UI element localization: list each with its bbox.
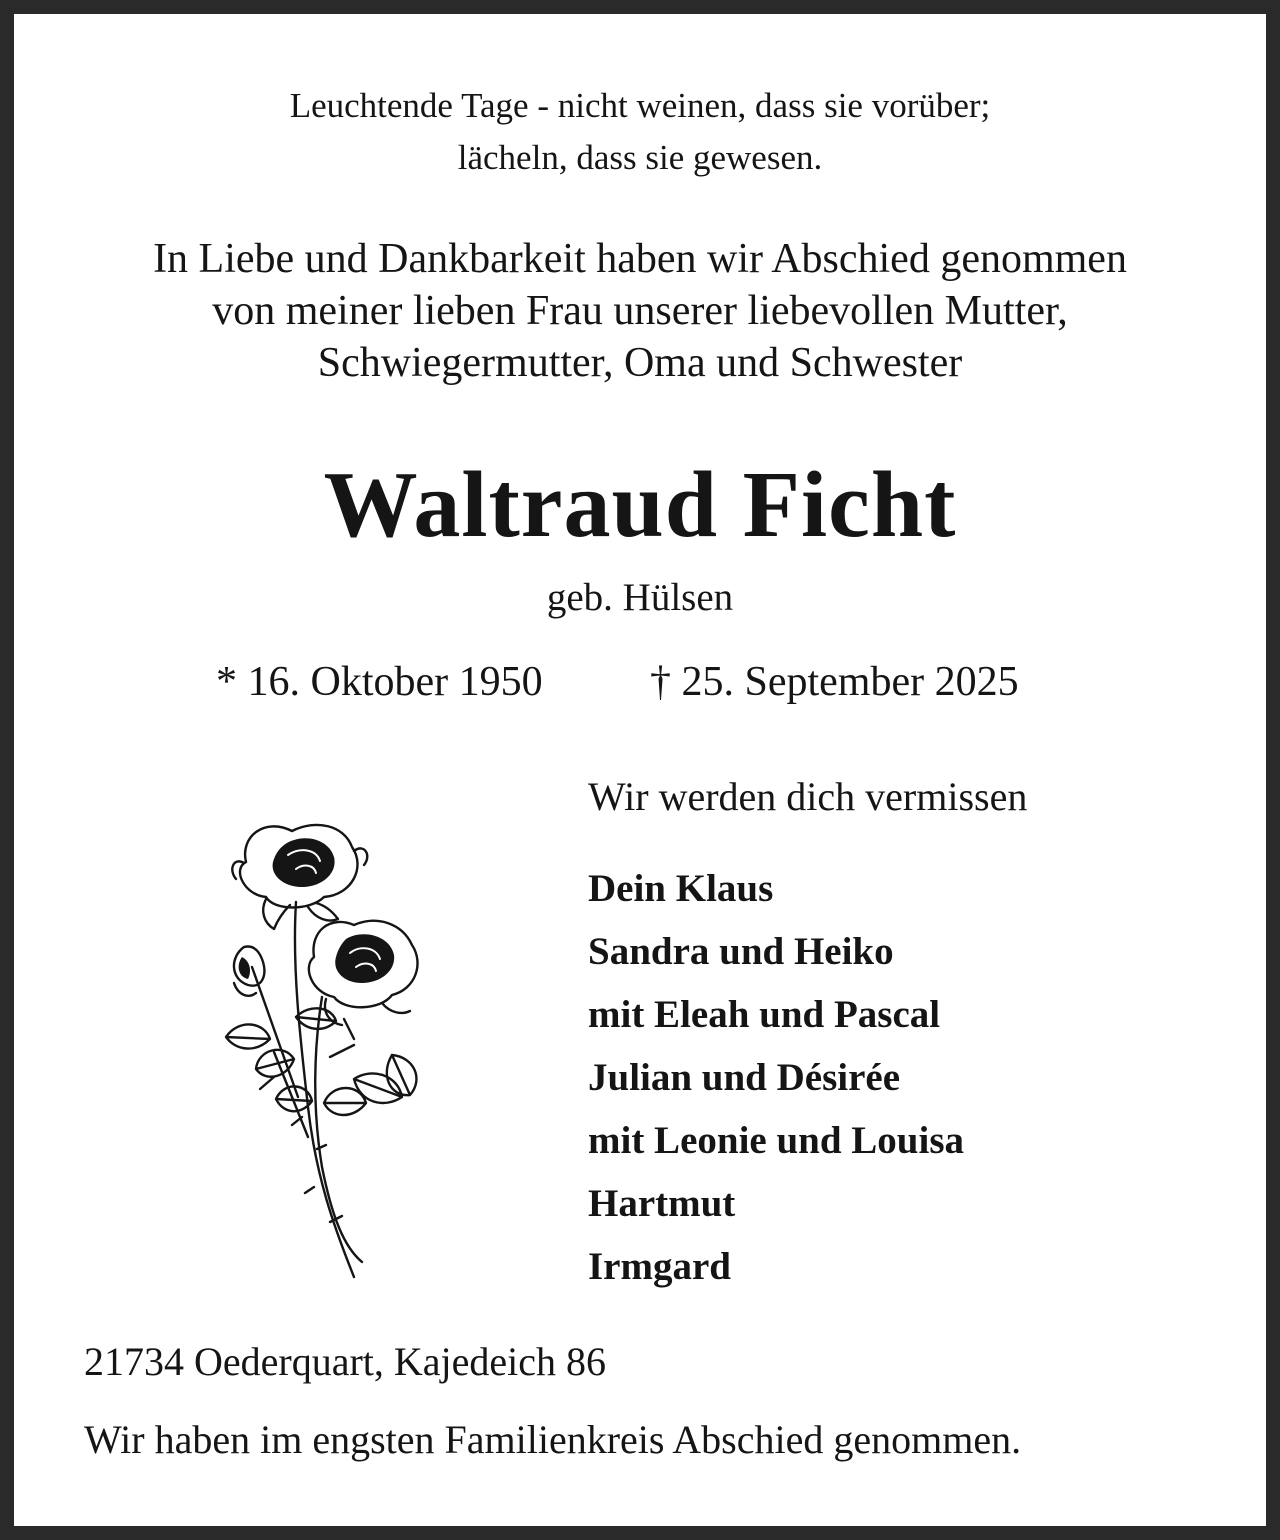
miss-line: Wir werden dich vermissen xyxy=(588,774,1028,819)
motto-line: Leuchtende Tage - nicht weinen, dass sie vorüber; xyxy=(289,86,991,125)
family-list xyxy=(588,857,1027,1298)
motto-verse xyxy=(14,80,1266,184)
list-item: Julian und Désirée xyxy=(588,1056,901,1099)
list-item: mit Eleah und Pascal xyxy=(588,993,941,1036)
roses-icon xyxy=(204,807,424,1287)
intro-line: In Liebe und Dankbarkeit haben wir Abschied genommen xyxy=(153,236,1127,282)
motto-line: lächeln, dass sie gewesen. xyxy=(457,138,823,177)
intro-line: von meiner lieben Frau unserer liebevollen Mutter, xyxy=(212,288,1068,334)
list-item: mit Leonie und Louisa xyxy=(588,1119,965,1162)
birth-name: geb. Hülsen xyxy=(546,576,734,619)
closing-note: Wir haben im engsten Familienkreis Abschied genommen. xyxy=(84,1417,1022,1462)
obituary-notice xyxy=(14,14,1266,1526)
family-block xyxy=(588,771,1027,1298)
deceased-name: Waltraud Ficht xyxy=(323,453,957,557)
intro-line: Schwiegermutter, Oma und Schwester xyxy=(317,340,963,386)
list-item: Sandra und Heiko xyxy=(588,930,894,973)
death-date: † 25. September 2025 xyxy=(650,659,1019,705)
list-item: Dein Klaus xyxy=(588,867,774,910)
intro-text xyxy=(14,233,1266,389)
list-item: Hartmut xyxy=(588,1182,736,1225)
birth-date: * 16. Oktober 1950 xyxy=(216,659,543,705)
address: 21734 Oederquart, Kajedeich 86 xyxy=(84,1339,607,1384)
list-item: Irmgard xyxy=(588,1245,731,1288)
